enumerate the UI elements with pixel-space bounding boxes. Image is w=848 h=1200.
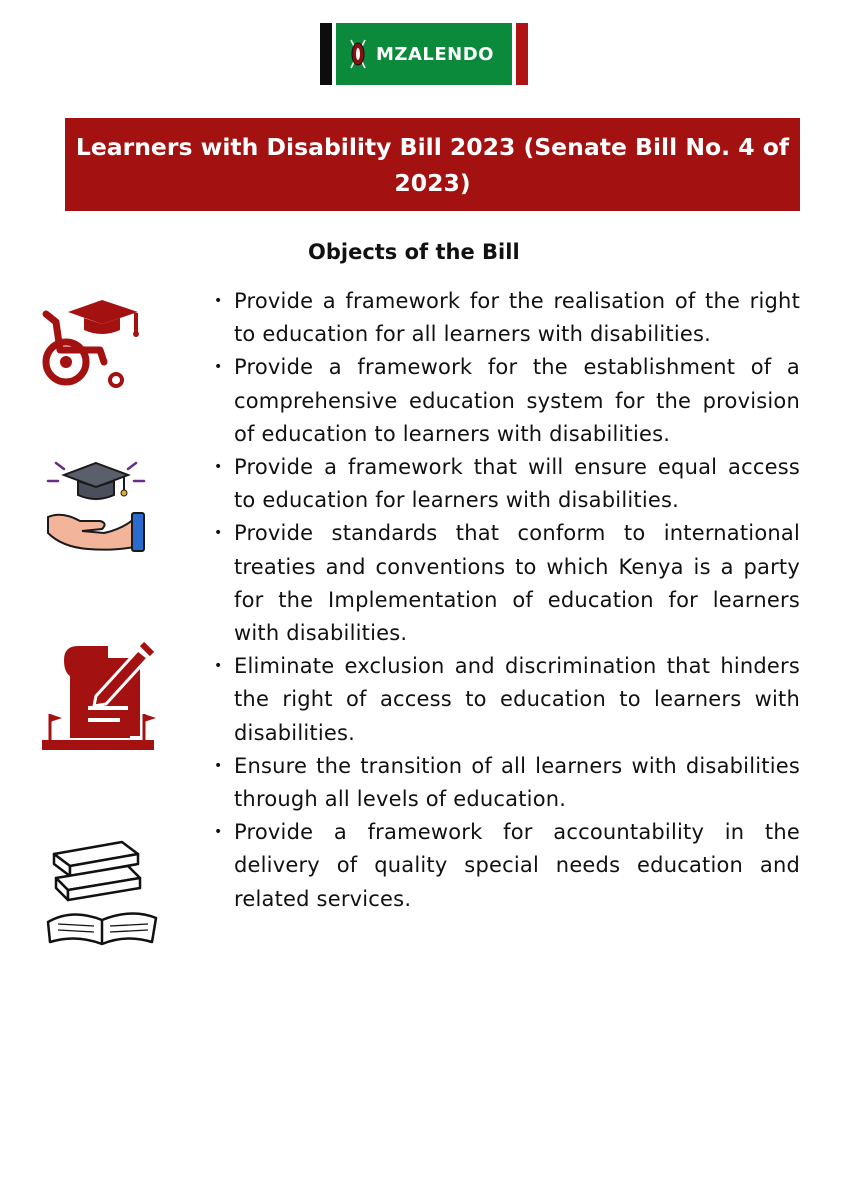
- hand-graduation-cap-icon: [42, 455, 150, 555]
- page-title: Learners with Disability Bill 2023 (Senate Bill No. 4 of 2023): [75, 132, 790, 197]
- section-heading: Objects of the Bill: [308, 240, 520, 264]
- title-banner: [65, 118, 800, 211]
- scroll-pen-icon: [40, 636, 158, 752]
- logo-green-panel: [336, 23, 512, 85]
- logo-black-stripe: [320, 23, 332, 85]
- logo-text: MZALENDO: [376, 43, 494, 65]
- list-item: • Provide standards that conform to international treaties and conventions to which Kenya is a party for the Implementation of education for learners with disabilities.: [214, 521, 800, 646]
- list-item: • Provide a framework for the realisation of the right to education for all learners with disabilities.: [214, 289, 800, 347]
- mzalendo-logo: [320, 23, 528, 85]
- list-item: • Provide a framework for the establishment of a comprehensive education system for the provision of education to learners with disabilities.: [214, 355, 800, 446]
- shield-spears-icon: [348, 38, 368, 70]
- objects-list: [210, 285, 800, 916]
- list-item: • Eliminate exclusion and discrimination that hinders the right of access to education to learners with disabilities.: [214, 654, 800, 745]
- books-icon: [42, 838, 162, 950]
- wheelchair-graduation-icon: [40, 288, 150, 392]
- list-item: • Provide a framework that will ensure equal access to education for learners with disabilities.: [214, 455, 800, 513]
- list-item: • Provide a framework for accountability in the delivery of quality special needs education and related services.: [214, 820, 800, 911]
- list-item: • Ensure the transition of all learners with disabilities through all levels of education.: [214, 753, 800, 812]
- logo-red-stripe: [516, 23, 528, 85]
